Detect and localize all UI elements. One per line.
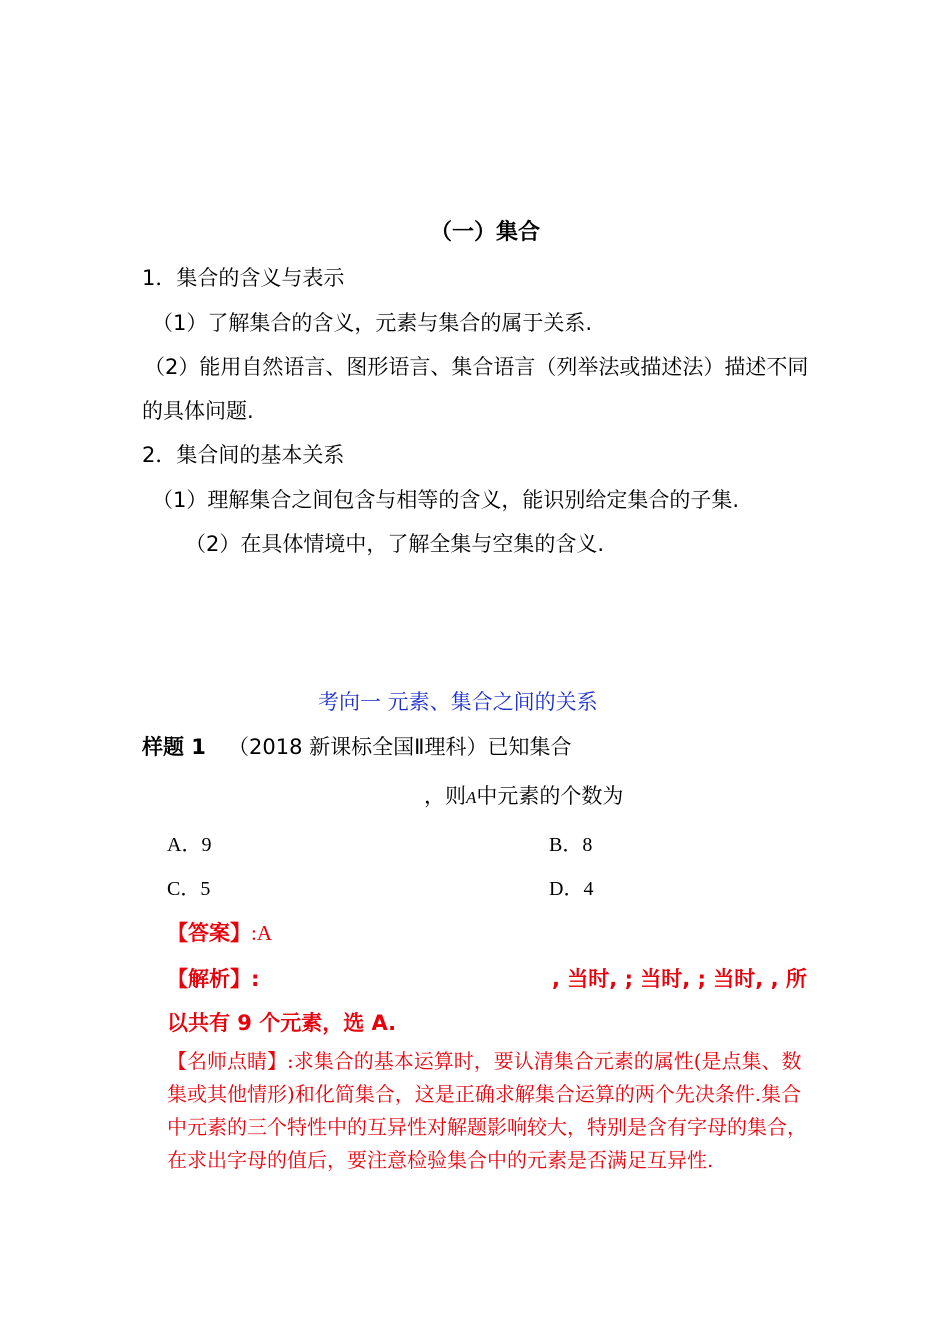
heading-concept: 1．集合的含义与表示 bbox=[142, 266, 345, 290]
item-concept-1: （1）了解集合的含义，元素与集合的属于关系. bbox=[152, 311, 593, 335]
section-title: （一）集合 bbox=[430, 220, 541, 245]
note-paragraph bbox=[167, 1045, 817, 1177]
example-source: （2018 新课标全国Ⅱ理科）已知集合 bbox=[228, 735, 572, 759]
analysis-label: 【解析】: bbox=[167, 967, 260, 991]
option-d: D．4 bbox=[549, 878, 594, 900]
item-relation-2: （2）在具体情境中，了解全集与空集的含义. bbox=[185, 532, 605, 556]
option-a: A．9 bbox=[167, 834, 212, 856]
direction-title: 考向一 元素、集合之间的关系 bbox=[318, 690, 598, 714]
option-c: C．5 bbox=[167, 878, 211, 900]
analysis-line1-tail: , 当时, ; 当时, ; 当时, , 所 bbox=[552, 967, 807, 991]
note-label: 【名师点睛】 bbox=[167, 1049, 287, 1073]
option-b: B．8 bbox=[549, 834, 593, 856]
item-concept-2: （2）能用自然语言、图形语言、集合语言（列举法或描述法）描述不同 bbox=[144, 355, 809, 379]
analysis-line2: 以共有 9 个元素，选 A. bbox=[167, 1011, 397, 1035]
answer-label: 【答案】 bbox=[167, 921, 251, 945]
heading-relation: 2．集合间的基本关系 bbox=[142, 443, 345, 467]
answer-value: :A bbox=[251, 921, 272, 945]
example-question-tail bbox=[424, 781, 623, 813]
item-relation-1: （1）理解集合之间包含与相等的含义，能识别给定集合的子集. bbox=[152, 488, 740, 512]
note-text: :求集合的基本运算时，要认清集合元素的属性(是点集、数集或其他情形)和化简集合，这是正确求解集合运算的两个先决条件.集合中元素的三个特性中的互异性对解题影响较大，特别是含有字母的集合，在求出字母的值后，要注意检验集合中的元素是否满足互异性. bbox=[167, 1049, 807, 1172]
question-tail-prefix: ，则 bbox=[424, 784, 466, 808]
question-var: A bbox=[466, 788, 477, 807]
example-label: 样题 1 bbox=[142, 735, 206, 759]
item-concept-2-cont: 的具体问题. bbox=[142, 399, 254, 423]
answer-line bbox=[167, 918, 272, 948]
question-tail-suffix: 中元素的个数为 bbox=[476, 784, 624, 808]
